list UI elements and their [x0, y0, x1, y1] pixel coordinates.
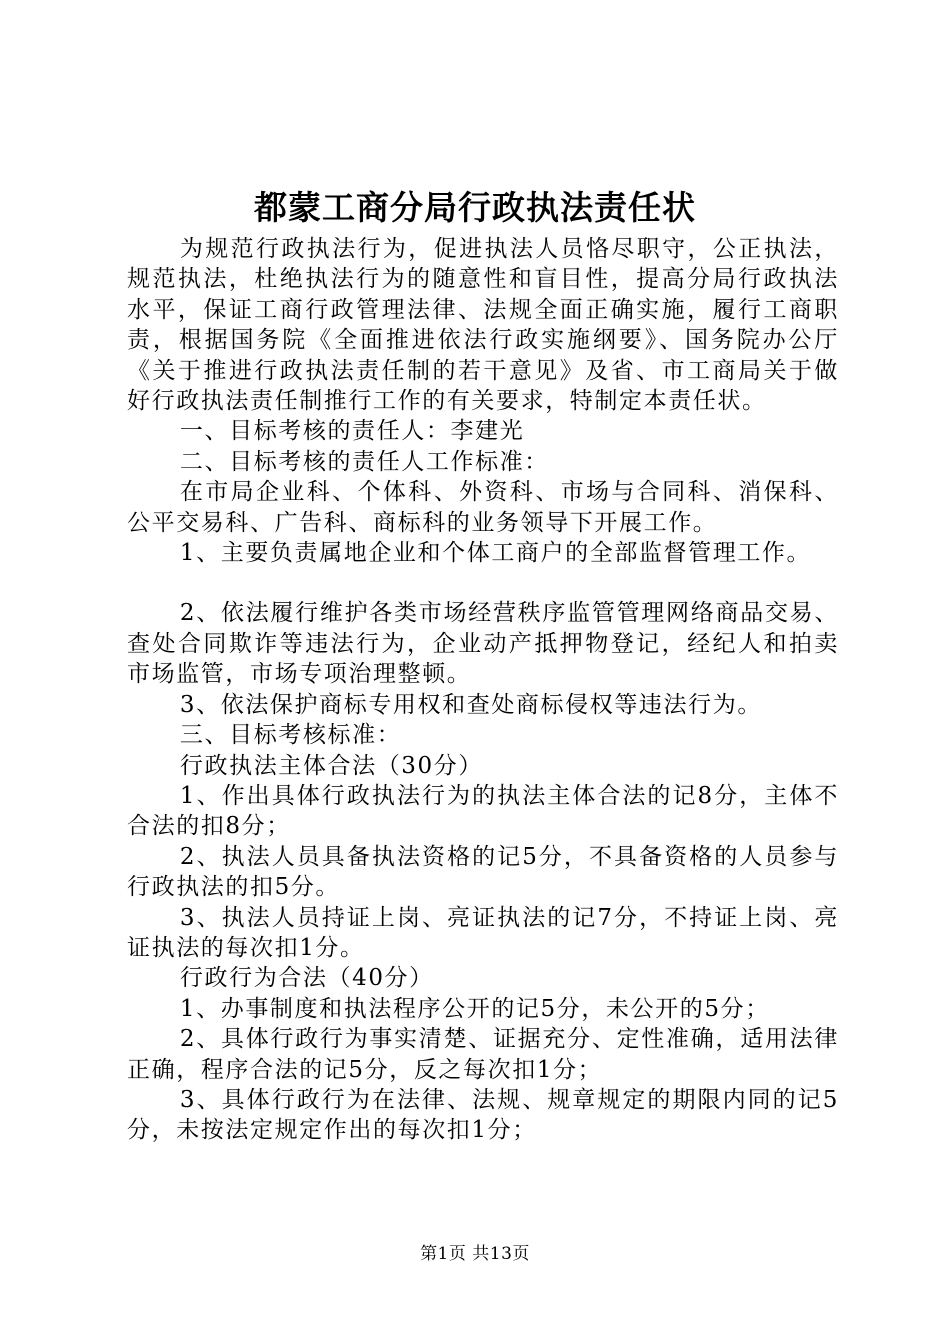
paragraph-criterion-3: 3、执法人员持证上岗、亮证执法的记7分，不持证上岗、亮证执法的每次扣1分。	[127, 904, 839, 961]
paragraph-behavior-legal: 行政行为合法（40分）	[179, 965, 434, 992]
paragraph-section-2: 二、目标考核的责任人工作标准：	[179, 448, 549, 475]
paragraph-behavior-1: 1、办事制度和执法程序公开的记5分，未公开的5分；	[179, 995, 770, 1022]
paragraph-behavior-3: 3、具体行政行为在法律、法规、规章规定的期限内同的记5分，未按法定规定作出的每次扣1分；	[127, 1086, 839, 1144]
paragraph-duty-3: 3、依法保护商标专用权和查处商标侵权等违法行为。	[179, 691, 762, 718]
paragraph-subject-legal: 行政执法主体合法（30分）	[179, 752, 483, 779]
paragraph-section-1: 一、目标考核的责任人：李建光	[179, 418, 525, 445]
paragraph-behavior-2: 2、具体行政行为事实清楚、证据充分、定性准确，适用法律正确，程序合法的记5分，反之每次扣1分；	[127, 1026, 839, 1083]
paragraph-criterion-2: 2、执法人员具备执法资格的记5分，不具备资格的人员参与行政执法的扣5分。	[127, 843, 839, 901]
document-body	[127, 234, 839, 1146]
paragraph-intro: 为规范行政执法行为，促进执法人员恪尽职守，公正执法，规范执法，杜绝执法行为的随意性和盲目性，提高分局行政执法水平，保证工商行政管理法律、法规全面正确实施，履行工商职责，根据国务院《全面推进依法行政实施纲要》、国务院办公厅《关于推进行政执法责任制的若干意见》及省、市工商局关于做好行政执法责任制推行工作的有关要求，特制定本责任状。	[127, 236, 839, 415]
document-title: 都蒙工商分局行政执法责任状	[254, 188, 696, 227]
paragraph-work-scope: 在市局企业科、个体科、外资科、市场与合同科、消保科、公平交易科、广告科、商标科的业务领导下开展工作。	[127, 479, 839, 536]
paragraph-section-3: 三、目标考核标准：	[179, 722, 402, 749]
paragraph-criterion-1: 1、作出具体行政执法行为的执法主体合法的记8分，主体不合法的扣8分；	[127, 782, 839, 840]
paragraph-duty-2: 2、依法履行维护各类市场经营秩序监管管理网络商品交易、查处合同欺诈等违法行为，企业动产抵押物登记，经纪人和拍卖市场监管，市场专项治理整顿。	[127, 600, 839, 688]
paragraph-duty-1: 1、主要负责属地企业和个体工商户的全部监督管理工作。	[179, 540, 812, 567]
page-number: 第1页 共13页	[420, 1244, 530, 1264]
